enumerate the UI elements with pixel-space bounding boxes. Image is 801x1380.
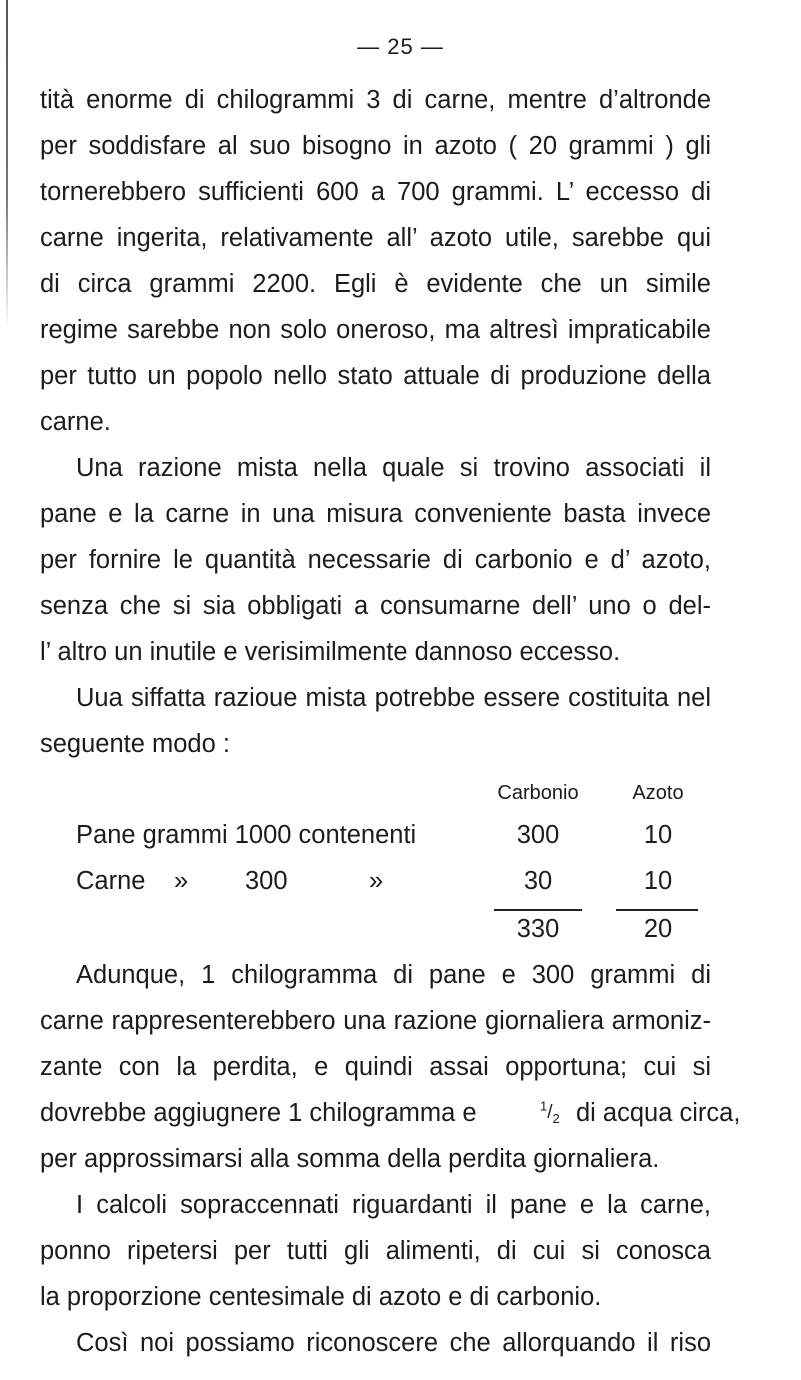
- text-line: per fornire le quantità necessarie di carbonio e d’ azoto,: [40, 546, 711, 574]
- table-cell-azoto: 10: [643, 867, 673, 895]
- text-line: senza che si sia obbligati a consumarne dell’ uno o del-: [40, 592, 711, 620]
- text-line: di acqua circa,: [576, 1099, 741, 1127]
- table-cell-carbonio: 30: [523, 867, 553, 895]
- text-line: carne.: [40, 408, 111, 436]
- ditto-mark: »: [369, 867, 384, 895]
- text-line: per tutto un popolo nello stato attuale di produzione della: [40, 362, 711, 390]
- table-row-label: Pane grammi 1000 contenenti: [76, 821, 417, 849]
- text-line: Adunque, 1 chilogramma di pane e 300 grammi di: [76, 961, 711, 989]
- sum-rule: [616, 909, 698, 911]
- text-line: pane e la carne in una misura conveniente basta invece: [40, 500, 711, 528]
- text-line: Uua siffatta razioue mista potrebbe essere costituita nel: [76, 684, 711, 712]
- text-line: carne rappresenterebbero una razione giornaliera armoniz-: [40, 1007, 711, 1035]
- page-number: — 25 —: [357, 34, 444, 59]
- table-cell-carbonio: 300: [516, 821, 560, 849]
- text-line: per approssimarsi alla somma della perdita giornaliera.: [40, 1145, 660, 1173]
- text-line: zante con la perdita, e quindi assai opportuna; cui si: [40, 1053, 711, 1081]
- sum-rule: [494, 909, 582, 911]
- table-header-azoto: Azoto: [632, 782, 684, 804]
- fraction-half: $^1/_2$: [540, 1098, 560, 1126]
- table-row-label: Carne: [76, 867, 146, 895]
- table-total-azoto: 20: [643, 915, 673, 943]
- text-line: tornerebbero sufficienti 600 a 700 grammi. L’ eccesso di: [40, 178, 711, 206]
- text-line: seguente modo :: [40, 730, 230, 758]
- table-row-quantity: 300: [245, 867, 288, 895]
- text-line: Una razione mista nella quale si trovino associati il: [76, 454, 711, 482]
- table-total-carbonio: 330: [516, 915, 560, 943]
- text-line: ponno ripetersi per tutti gli alimenti, di cui si conosca: [40, 1237, 711, 1265]
- text-line: l’ altro un inutile e verisimilmente dannoso eccesso.: [40, 638, 621, 666]
- ditto-mark: »: [174, 867, 189, 895]
- text-line: tità enorme di chilogrammi 3 di carne, mentre d’altronde: [40, 86, 711, 114]
- text-line: carne ingerita, relativamente all’ azoto utile, sarebbe qui: [40, 224, 711, 252]
- text-line: Così noi possiamo riconoscere che allorquando il riso: [76, 1329, 711, 1357]
- text-line: I calcoli sopraccennati riguardanti il pane e la carne,: [76, 1191, 711, 1219]
- table-header-carbonio: Carbonio: [497, 782, 579, 804]
- text-line: la proporzione centesimale di azoto e di carbonio.: [40, 1283, 602, 1311]
- text-line: regime sarebbe non solo oneroso, ma altresì impraticabile: [40, 316, 711, 344]
- text-line: di circa grammi 2200. Egli è evidente che un simile: [40, 270, 711, 298]
- text-line: per soddisfare al suo bisogno in azoto ( 20 grammi ) gli: [40, 132, 711, 160]
- table-cell-azoto: 10: [643, 821, 673, 849]
- text-line: dovrebbe aggiugnere 1 chilogramma e: [40, 1099, 477, 1127]
